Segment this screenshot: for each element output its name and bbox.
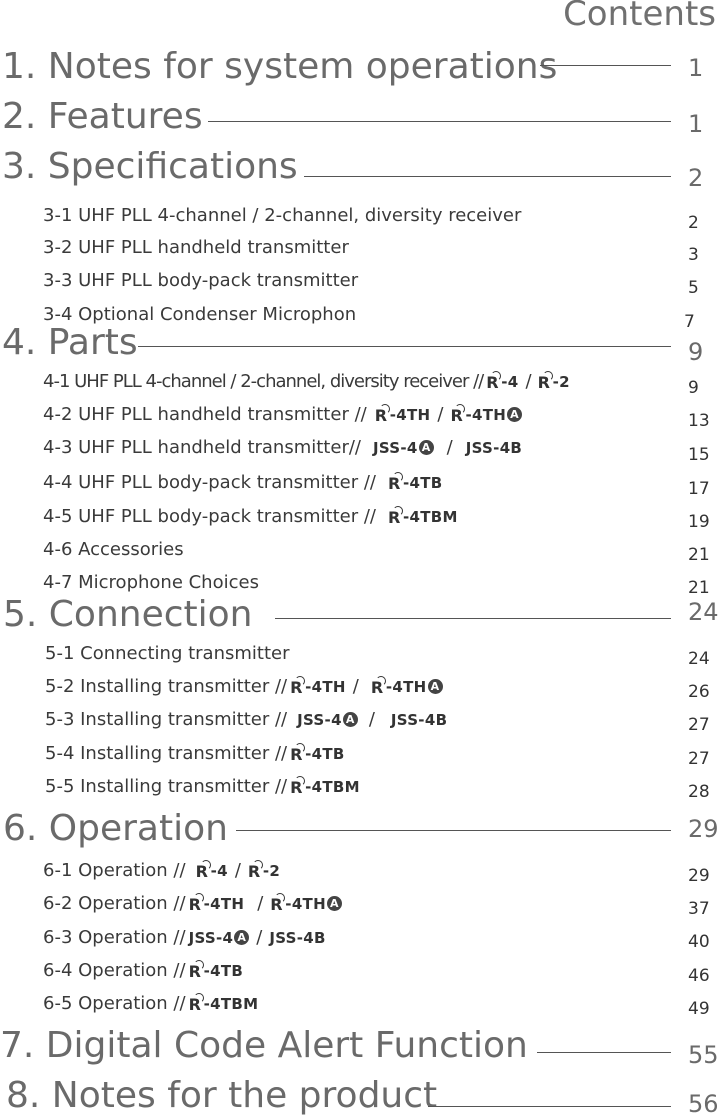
entry-label: 4-4 UHF PLL body-pack transmitter // — [43, 472, 376, 493]
entry-label: 5-5 Installing transmitter // — [45, 776, 288, 797]
r-logo-icon — [450, 407, 464, 423]
toc-entry: 3-3 UHF PLL body-pack transmitter — [43, 270, 359, 291]
model-logo-r4th: R -4TH — [189, 895, 245, 913]
toc-entry — [43, 860, 283, 881]
page-number: 13 — [688, 411, 710, 431]
model-logo-r4tb: R -4TB — [189, 962, 244, 980]
model-logo-r4tb: R -4TB — [290, 745, 345, 763]
toc-entry — [45, 676, 446, 697]
a-badge-icon: A — [327, 896, 342, 911]
entry-label: 5-4 Installing transmitter // — [45, 743, 288, 764]
page-number: 29 — [688, 866, 710, 886]
model-logo-r4tha: R -4TH A — [371, 678, 443, 696]
page-title: Contents — [563, 0, 716, 34]
entry-label: 4-5 UHF PLL body-pack transmitter // — [43, 506, 376, 527]
page-number: 27 — [688, 715, 710, 735]
r-logo-icon — [189, 896, 203, 912]
page-number: 24 — [688, 598, 719, 626]
r-logo-icon — [538, 374, 552, 390]
model-logo-jss4a: JSS-4 A — [189, 929, 250, 947]
model-logo-r4: R -4 — [196, 862, 228, 880]
model-logo-jss4b: JSS-4B — [465, 438, 523, 457]
page-number: 19 — [688, 512, 710, 532]
model-logo-r4tb: R -4TB — [388, 474, 443, 492]
entry-label: 5-3 Installing transmitter // — [45, 709, 288, 730]
toc-entry: 5-1 Connecting transmitter — [45, 643, 290, 664]
leader-line — [540, 65, 671, 66]
r-logo-icon — [388, 475, 402, 491]
toc-entry — [45, 743, 348, 764]
section-heading: 4. Parts — [2, 322, 138, 363]
section-heading: 3. Specifications — [2, 146, 298, 187]
page-number: 24 — [688, 649, 710, 669]
section-heading: 5. Connection — [3, 594, 253, 635]
a-badge-icon: A — [234, 930, 249, 945]
a-badge-icon: A — [428, 679, 443, 694]
model-logo-r4tbm: R -4TBM — [290, 778, 360, 796]
entry-label: 6-4 Operation // — [43, 960, 186, 981]
toc-entry — [45, 776, 363, 797]
toc-entry — [43, 404, 525, 425]
entry-label: 6-2 Operation // — [43, 893, 186, 914]
leader-line — [275, 618, 671, 619]
page-number: 7 — [684, 312, 695, 332]
entry-label: 5-2 Installing transmitter // — [45, 676, 288, 697]
a-badge-icon: A — [343, 712, 358, 727]
model-logo-jss4b: JSS-4B — [269, 928, 326, 947]
a-badge-icon: A — [507, 407, 522, 422]
slash: / — [257, 893, 264, 914]
entry-label: 4-3 UHF PLL handheld transmitter// — [43, 437, 361, 458]
r-logo-icon — [388, 509, 402, 525]
toc-entry: 3-4 Optional Condenser Microphon — [43, 304, 357, 325]
section-heading: 2. Features — [2, 96, 203, 137]
r-logo-icon — [189, 996, 203, 1012]
section-heading: 1. Notes for system operations — [2, 46, 558, 87]
page-number: 21 — [688, 545, 710, 565]
page-number: 26 — [688, 682, 710, 702]
r-logo-icon — [270, 896, 284, 912]
model-logo-jss4a: JSS-4 A — [297, 711, 358, 729]
leader-line — [537, 1052, 671, 1053]
page-number: 27 — [688, 749, 710, 769]
section-heading: 7. Digital Code Alert Function — [0, 1025, 528, 1066]
page-number: 17 — [688, 479, 710, 499]
page-number: 28 — [688, 782, 710, 802]
model-logo-r4th: R -4TH — [290, 678, 346, 696]
model-logo-r4tbm: R -4TBM — [189, 995, 259, 1013]
section-heading: 8. Notes for the product — [6, 1075, 438, 1116]
toc-entry: 3-2 UHF PLL handheld transmitter — [43, 237, 349, 258]
page-number: 9 — [688, 378, 699, 398]
r-logo-icon — [371, 679, 385, 695]
toc-entry — [43, 893, 345, 914]
model-logo-jss4a: JSS-4 A — [373, 439, 434, 457]
entry-label: 4-2 UHF PLL handheld transmitter // — [43, 404, 367, 425]
toc-entry — [43, 993, 261, 1014]
section-heading: 6. Operation — [3, 808, 228, 849]
r-logo-icon — [290, 779, 304, 795]
page-number: 1 — [688, 54, 704, 82]
model-logo-r4tha: R -4TH A — [270, 895, 342, 913]
model-logo-r4tha: R -4TH A — [450, 406, 522, 424]
page-number: 15 — [688, 445, 710, 465]
r-logo-icon — [290, 679, 304, 695]
r-logo-icon — [375, 407, 389, 423]
page-number: 2 — [688, 164, 704, 192]
r-logo-icon — [290, 746, 304, 762]
slash: / — [256, 927, 263, 948]
leader-line — [138, 346, 671, 347]
r-logo-icon — [189, 963, 203, 979]
entry-label: 6-3 Operation // — [43, 927, 186, 948]
page-number: 21 — [688, 578, 710, 598]
page-number: 29 — [688, 815, 719, 843]
toc-entry — [43, 927, 329, 948]
toc-entry: 4-6 Accessories — [43, 539, 184, 560]
slash: / — [368, 709, 375, 730]
model-logo-r4: R -4 — [486, 373, 518, 391]
toc-entry — [45, 709, 450, 730]
page-number: 5 — [688, 278, 699, 298]
model-logo-jss4b: JSS-4B — [390, 710, 448, 729]
entry-label: 6-1 Operation // — [43, 860, 186, 881]
model-logo-r2: R -2 — [538, 373, 570, 391]
a-badge-icon: A — [419, 440, 434, 455]
page-number: 56 — [688, 1090, 719, 1118]
toc-entry — [43, 506, 461, 527]
page-number: 3 — [688, 245, 699, 265]
toc-entry: 4-7 Microphone Choices — [43, 572, 259, 593]
leader-line — [236, 830, 671, 831]
page-number: 46 — [688, 966, 710, 986]
page-number: 37 — [688, 899, 710, 919]
toc-entry — [43, 371, 573, 392]
entry-label: 6-5 Operation // — [43, 993, 186, 1014]
page-number: 55 — [688, 1041, 719, 1069]
toc-entry: 3-1 UHF PLL 4-channel / 2-channel, diversity receiver — [43, 205, 522, 226]
leader-line — [208, 121, 671, 122]
leader-line — [304, 176, 671, 177]
slash: / — [446, 437, 453, 458]
page-number: 2 — [688, 213, 699, 233]
slash: / — [352, 676, 359, 697]
toc-entry — [43, 960, 246, 981]
r-logo-icon — [196, 863, 210, 879]
leader-line — [428, 1106, 671, 1107]
model-logo-r4tbm: R -4TBM — [388, 508, 458, 526]
toc-entry — [43, 472, 446, 493]
slash: / — [525, 371, 531, 392]
r-logo-icon — [248, 863, 262, 879]
model-logo-r2: R -2 — [248, 862, 280, 880]
slash: / — [234, 860, 241, 881]
page-number: 40 — [688, 932, 710, 952]
page-number: 9 — [688, 338, 704, 366]
r-logo-icon — [486, 374, 500, 390]
page-number: 1 — [688, 110, 704, 138]
model-logo-r4th: R -4TH — [375, 406, 431, 424]
slash: / — [437, 404, 444, 425]
entry-label: 4-1 UHF PLL 4-channel / 2-channel, diversity receiver // — [43, 371, 484, 392]
toc-entry — [43, 437, 525, 458]
page-number: 49 — [688, 999, 710, 1019]
